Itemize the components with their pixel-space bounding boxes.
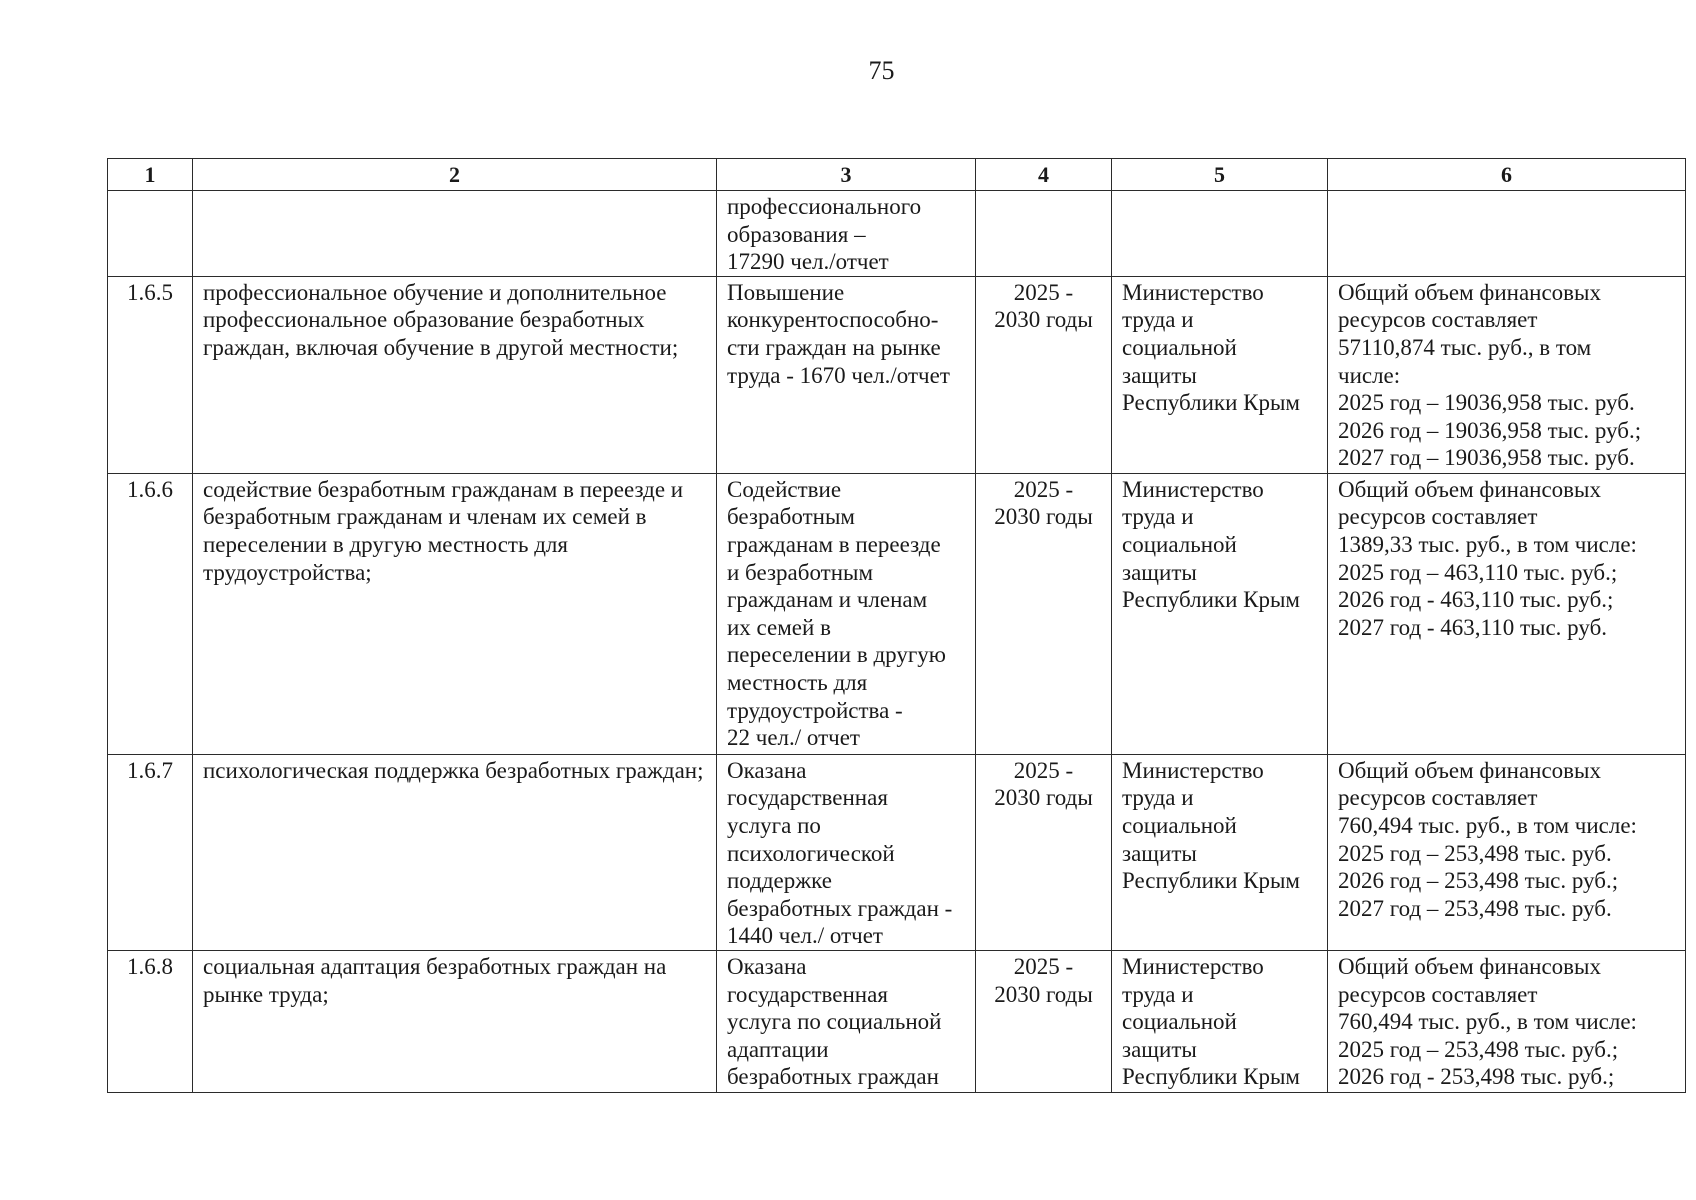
column-header: 6 <box>1328 159 1686 191</box>
term-cell: 2025 - 2030 годы <box>976 276 1112 473</box>
indicator-cell: Оказана государственная услуга по социальной адаптации безработных граждан <box>717 950 976 1092</box>
measure-cell <box>193 191 717 277</box>
measures-table <box>107 158 1686 1093</box>
measure-cell: социальная адаптация безработных граждан на рынке труда; <box>193 950 717 1092</box>
row-number: 1.6.6 <box>108 473 193 754</box>
column-header: 2 <box>193 159 717 191</box>
table-row <box>108 473 1686 754</box>
row-number: 1.6.5 <box>108 276 193 473</box>
measure-cell: психологическая поддержка безработных граждан; <box>193 754 717 950</box>
table-row <box>108 276 1686 473</box>
table-header-row <box>108 159 1686 191</box>
table-row <box>108 191 1686 277</box>
page-number: 75 <box>868 56 895 85</box>
financing-cell: Общий объем финансовых ресурсов составляет 760,494 тыс. руб., в том числе: 2025 год – 253,498 тыс. руб.; 2026 год - 253,498 тыс. руб.; <box>1328 950 1686 1092</box>
indicator-cell: профессионального образования – 17290 чел./отчет <box>717 191 976 277</box>
measure-cell: профессиональное обучение и дополнительное профессиональное образование безработных граждан, включая обучение в другой местности; <box>193 276 717 473</box>
row-number <box>108 191 193 277</box>
row-number: 1.6.8 <box>108 950 193 1092</box>
column-header: 3 <box>717 159 976 191</box>
financing-cell <box>1328 191 1686 277</box>
table-row <box>108 754 1686 950</box>
row-number: 1.6.7 <box>108 754 193 950</box>
executor-cell: Министерство труда и социальной защиты Республики Крым <box>1112 754 1328 950</box>
financing-cell: Общий объем финансовых ресурсов составляет 57110,874 тыс. руб., в том числе: 2025 год – 19036,958 тыс. руб. 2026 год – 19036,958 тыс. руб.; 2027 год – 19036,958 тыс. руб. <box>1328 276 1686 473</box>
table-row <box>108 950 1686 1092</box>
indicator-cell: Оказана государственная услуга по психологической поддержке безработных граждан - 1440 чел./ отчет <box>717 754 976 950</box>
executor-cell <box>1112 191 1328 277</box>
term-cell: 2025 - 2030 годы <box>976 950 1112 1092</box>
column-header: 1 <box>108 159 193 191</box>
term-cell <box>976 191 1112 277</box>
measure-cell: содействие безработным гражданам в переезде и безработным гражданам и членам их семей в переселении в другую местность для трудоустройства; <box>193 473 717 754</box>
indicator-cell: Повышение конкурентоспособно- сти граждан на рынке труда - 1670 чел./отчет <box>717 276 976 473</box>
indicator-cell: Содействие безработным гражданам в переезде и безработным гражданам и членам их семей в переселении в другую местность для трудоустройства - 22 чел./ отчет <box>717 473 976 754</box>
financing-cell: Общий объем финансовых ресурсов составляет 760,494 тыс. руб., в том числе: 2025 год – 253,498 тыс. руб. 2026 год – 253,498 тыс. руб.; 2027 год – 253,498 тыс. руб. <box>1328 754 1686 950</box>
column-header: 4 <box>976 159 1112 191</box>
executor-cell: Министерство труда и социальной защиты Республики Крым <box>1112 276 1328 473</box>
term-cell: 2025 - 2030 годы <box>976 754 1112 950</box>
column-header: 5 <box>1112 159 1328 191</box>
executor-cell: Министерство труда и социальной защиты Республики Крым <box>1112 950 1328 1092</box>
executor-cell: Министерство труда и социальной защиты Республики Крым <box>1112 473 1328 754</box>
term-cell: 2025 - 2030 годы <box>976 473 1112 754</box>
financing-cell: Общий объем финансовых ресурсов составляет 1389,33 тыс. руб., в том числе: 2025 год – 463,110 тыс. руб.; 2026 год - 463,110 тыс. руб.; 2027 год - 463,110 тыс. руб. <box>1328 473 1686 754</box>
